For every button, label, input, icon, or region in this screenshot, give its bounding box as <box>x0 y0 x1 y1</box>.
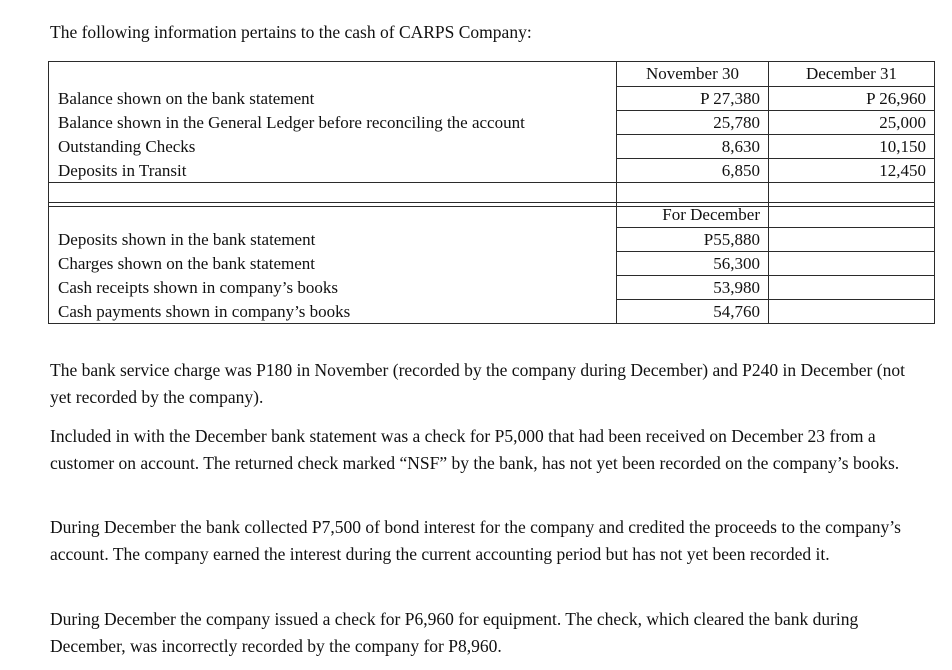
header-november-30: November 30 <box>617 62 769 87</box>
intro-text: The following information pertains to the cash of CARPS Company: <box>50 22 532 42</box>
december-value: P 26,960 <box>769 87 935 111</box>
table-row <box>49 111 935 135</box>
table-row <box>49 228 935 252</box>
table-row <box>49 276 935 300</box>
december-value: 25,000 <box>769 111 935 135</box>
november-value: 6,850 <box>617 159 769 183</box>
table-row <box>49 135 935 159</box>
nsf-check-paragraph: Included in with the December bank statement was a check for P5,000 that had been received on December 23 from a customer on account. The returned check marked “NSF” by the bank, has not yet been recorded on the company’s books. <box>50 426 900 473</box>
table-row <box>49 252 935 276</box>
december-value: 56,300 <box>617 252 769 276</box>
december-value: 12,450 <box>769 159 935 183</box>
row-label: Cash payments shown in company’s books <box>49 300 617 324</box>
december-value: P55,880 <box>617 228 769 252</box>
table-header-row <box>49 62 935 87</box>
row-label: Deposits in Transit <box>49 159 617 183</box>
december-activity-table <box>48 202 935 324</box>
november-value: P 27,380 <box>617 87 769 111</box>
empty-cell <box>769 300 935 324</box>
empty-cell <box>769 228 935 252</box>
december-value: 53,980 <box>617 276 769 300</box>
balances-table <box>48 61 935 207</box>
row-label: Cash receipts shown in company’s books <box>49 276 617 300</box>
bond-interest-paragraph: During December the bank collected P7,500 of bond interest for the company and credited the proceeds to the company’s account. The company earned the interest during the current accounting period but has not yet been recorded it. <box>50 517 901 564</box>
header-december-31: December 31 <box>769 62 935 87</box>
december-value: 54,760 <box>617 300 769 324</box>
equipment-check-paragraph: During December the company issued a check for P6,960 for equipment. The check, which cleared the bank during December, was incorrectly recorded by the company for P8,960. <box>50 609 859 656</box>
row-label: Balance shown on the bank statement <box>49 87 617 111</box>
table-row <box>49 87 935 111</box>
row-label: Deposits shown in the bank statement <box>49 228 617 252</box>
header-for-december: For December <box>617 203 769 228</box>
november-value: 25,780 <box>617 111 769 135</box>
table-header-row <box>49 203 935 228</box>
header-blank-cell <box>49 203 617 228</box>
empty-cell <box>769 252 935 276</box>
december-value: 10,150 <box>769 135 935 159</box>
empty-cell <box>769 276 935 300</box>
service-charge-paragraph: The bank service charge was P180 in November (recorded by the company during December) and P240 in December (not yet recorded by the company). <box>50 360 905 407</box>
november-value: 8,630 <box>617 135 769 159</box>
row-label: Charges shown on the bank statement <box>49 252 617 276</box>
header-blank-cell <box>49 62 617 87</box>
table-row <box>49 300 935 324</box>
empty-cell <box>769 203 935 228</box>
row-label: Outstanding Checks <box>49 135 617 159</box>
table-row <box>49 159 935 183</box>
row-label: Balance shown in the General Ledger before reconciling the account <box>49 111 617 135</box>
